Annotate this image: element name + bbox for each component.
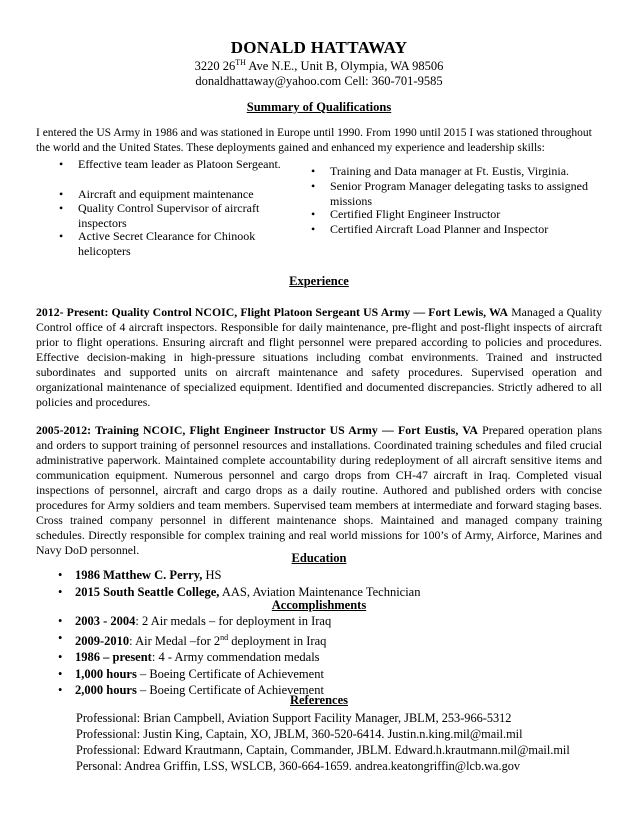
summary-left-item: • Active Secret Clearance for Chinook helicopters <box>59 229 256 258</box>
bullet-icon: • <box>59 229 64 243</box>
address-line <box>0 58 638 74</box>
job-description: Prepared operation plans and orders to support training of personnel resources and installations. Coordinated training schedules and filed crucial administrative paperwork. Maintained complete accountability during redeployment of all aircraft sensitive items and communication equipment. Numerous personnel and cargo drops from CH-47 aircraft in Iraq. Completed visual inspections of personnel, aircraft and cargo drops as a daily routine. Authored and published orders with concise procedures for Army soldiers and team members. Supervised team members at intermediate and forward staging bases. Cross trained company personnel in different maintenance shops. Maintained and managed company training schedules. Directly responsible for complex training and real world missions for 100’s of Army, Airforce, Marines and Navy DoD personnel. <box>36 423 602 557</box>
contact-line: donaldhattaway@yahoo.com Cell: 360-701-9585 <box>195 74 443 88</box>
address-superscript: TH <box>235 58 246 67</box>
bullet-icon: • <box>58 584 63 599</box>
job-title: 2005-2012: Training NCOIC, Flight Engineer Instructor US Army — Fort Eustis, VA <box>36 423 478 437</box>
summary-left-item: • Aircraft and equipment maintenance <box>59 187 254 201</box>
accomplishments-heading: Accomplishments <box>271 598 367 612</box>
education-item: • 1986 Matthew C. Perry, HS <box>58 568 222 582</box>
bullet-icon: • <box>58 666 63 681</box>
accomplishment-item: • 2009-2010: Air Medal –for 2nd deployment in Iraq <box>58 630 327 648</box>
summary-intro: I entered the US Army in 1986 and was stationed in Europe until 1990. From 1990 until 2015 I was stationed throughout the world and the United States. These deployments gained and enhanced my experience and leadership skills: <box>36 127 592 154</box>
bullet-icon: • <box>311 207 316 221</box>
reference-item: Professional: Edward Krautmann, Captain, Commander, JBLM. Edward.h.krautmann.mil@mail.mil <box>76 743 570 757</box>
education-list <box>58 567 595 600</box>
summary-heading: Summary of Qualifications <box>246 100 392 114</box>
bullet-icon: • <box>59 187 64 201</box>
summary-right-item: • Senior Program Manager delegating tasks to assigned missions <box>311 179 588 208</box>
address-rest: Ave N.E., Unit B, Olympia, WA 98506 <box>245 59 444 74</box>
accomplishment-item: • 2,000 hours – Boeing Certificate of Achievement <box>58 683 324 698</box>
bullet-icon: • <box>59 157 64 171</box>
bullet-icon: • <box>58 568 63 582</box>
reference-item: Professional: Justin King, Captain, XO, JBLM, 360-520-6414. Justin.n.king.mil@mail.mil <box>76 727 523 741</box>
accomplishments-list <box>58 613 595 699</box>
accomplishment-item: • 1,000 hours – Boeing Certificate of Achievement <box>58 666 324 681</box>
job-title: 2012- Present: Quality Control NCOIC, Flight Platoon Sergeant US Army — Fort Lewis, WA <box>36 305 509 319</box>
job-entry <box>36 423 602 558</box>
references-heading: References <box>289 693 349 707</box>
bullet-icon: • <box>59 201 64 215</box>
reference-item: Professional: Brian Campbell, Aviation Support Facility Manager, JBLM, 253-966-5312 <box>76 711 512 725</box>
bullet-icon: • <box>58 683 63 698</box>
summary-left-item: • Quality Control Supervisor of aircraft inspectors <box>59 201 260 230</box>
summary-left-item: • Effective team leader as Platoon Sergeant. <box>59 157 281 171</box>
bullet-icon: • <box>58 614 63 628</box>
summary-right-item: • Certified Aircraft Load Planner and Inspector <box>311 222 549 236</box>
bullet-icon: • <box>58 630 63 645</box>
bullet-icon: • <box>311 222 316 236</box>
education-heading: Education <box>291 551 347 565</box>
experience-heading: Experience <box>289 274 349 288</box>
bullet-icon: • <box>58 650 63 665</box>
job-description: Managed a Quality Control office of 4 aircraft inspectors. Responsible for daily maintenance, pre-flight and post-flight inspects of aircraft prior to flight operations. Ensuring aircraft and flight personnel were prepared according to policies and procedures. Effective decision-making in high-pressure situations including combat environments. Trained and instructed subordinates and supported units on aircraft maintenance and safety procedures. Supervised operation and organizational maintenance of specialized equipment. Identified and documented discrepancies. Strictly adhered to all policies and procedures. <box>36 305 602 409</box>
reference-item: Personal: Andrea Griffin, LSS, WSLCB, 360-664-1659. andrea.keatongriffin@lcb.wa.gov <box>76 759 521 773</box>
summary-right-item: • Certified Flight Engineer Instructor <box>311 207 501 221</box>
job-entry <box>36 305 602 410</box>
education-item: • 2015 South Seattle College, AAS, Aviation Maintenance Technician <box>58 584 421 599</box>
bullet-icon: • <box>311 164 316 178</box>
address-number: 3220 26 <box>194 59 236 74</box>
accomplishment-item: • 1986 – present: 4 - Army commendation medals <box>58 650 320 665</box>
bullet-icon: • <box>311 179 316 193</box>
accomplishment-item: • 2003 - 2004: 2 Air medals – for deployment in Iraq <box>58 614 332 628</box>
summary-right-item: • Training and Data manager at Ft. Eustis, Virginia. <box>311 164 570 178</box>
candidate-name: DONALD HATTAWAY <box>230 38 408 57</box>
